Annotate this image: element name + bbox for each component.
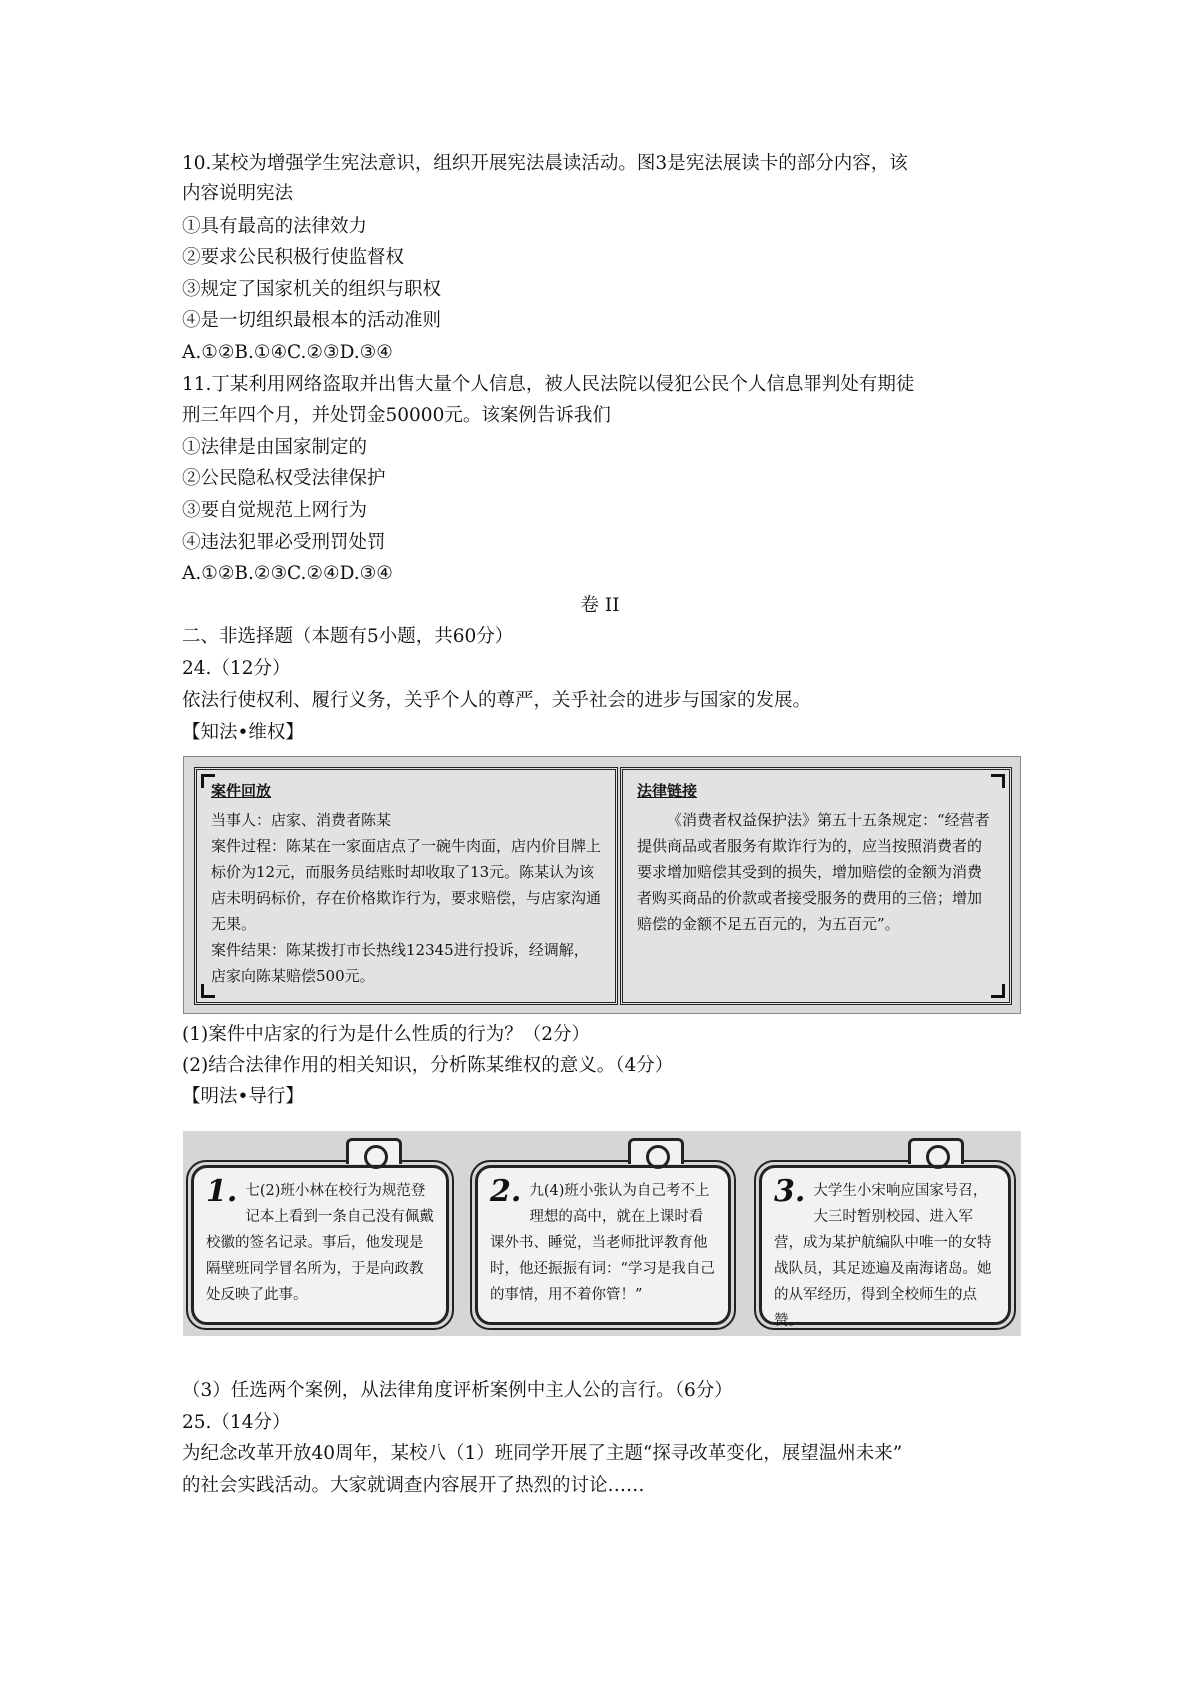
q25-intro-line-2: 的社会实践活动。大家就调查内容展开了热烈的讨论……	[182, 1475, 645, 1496]
corner-ornament	[991, 774, 1005, 788]
case-card-3	[759, 1165, 1011, 1329]
q24-sub-question-2: (2)结合法律作用的相关知识，分析陈某维权的意义。（4分）	[182, 1055, 674, 1076]
corner-ornament	[991, 984, 1005, 998]
case-party: 当事人：店家、消费者陈某	[211, 811, 392, 829]
case-card-text: 七(2)班小林在校行为规范登记本上看到一条自己没有佩戴校徽的签名记录。事后，他发现是隔壁班同学冒名所为，于是向政教处反映了此事。	[206, 1183, 434, 1303]
camera-icon	[628, 1138, 684, 1164]
q10-stem-line-2: 内容说明宪法	[182, 183, 294, 204]
q24-header: 24.（12分）	[182, 658, 291, 679]
q11-option-2: ②公民隐私权受法律保护	[182, 468, 386, 489]
case-card-2	[475, 1165, 731, 1325]
case-card-text: 大学生小宋响应国家号召，大三时暂别校园、进入军营，成为某护航编队中唯一的女特战队员，其足迹遍及南海诸岛。她的从军经历，得到全校师生的点赞。	[774, 1183, 992, 1329]
law-text: 《消费者权益保护法》第五十五条规定：“经营者提供商品或者服务有欺诈行为的，应当按照消费者的要求增加赔偿其受到的损失，增加赔偿的金额为消费者购买商品的价款或者接受服务的费用的三倍；增加赔偿的金额不足五百元的，为五百元”。	[637, 811, 990, 933]
case-panel	[194, 767, 618, 1005]
case-card-1	[191, 1165, 449, 1325]
q24-intro: 依法行使权利、履行义务，关乎个人的尊严，关乎社会的进步与国家的发展。	[182, 690, 812, 711]
case-result: 案件结果：陈某拨打市长热线12345进行投诉，经调解，店家向陈某赔偿500元。	[211, 941, 589, 985]
q11-option-4: ④违法犯罪必受刑罚处罚	[182, 532, 386, 553]
case-figure	[183, 756, 1021, 1014]
q24-sub-question-1: (1)案件中店家的行为是什么性质的行为？（2分）	[182, 1024, 590, 1045]
q10-option-2: ②要求公民积极行使监督权	[182, 247, 405, 268]
camera-icon	[346, 1138, 402, 1164]
law-panel	[620, 767, 1012, 1005]
corner-ornament	[201, 774, 215, 788]
case-card-number: 1.	[206, 1174, 238, 1209]
case-panel-title: 案件回放	[211, 782, 272, 800]
q24-section-know-law: 【知法•维权】	[182, 722, 304, 743]
camera-cases-figure	[183, 1131, 1021, 1336]
q11-stem-line-1: 11.丁某利用网络盗取并出售大量个人信息，被人民法院以侵犯公民个人信息罪判处有期徒	[182, 374, 915, 395]
case-process: 案件过程：陈某在一家面店点了一碗牛肉面，店内价目牌上标价为12元，而服务员结账时却收取了13元。陈某认为该店未明码标价，存在价格欺诈行为，要求赔偿，与店家沟通无果。	[211, 837, 602, 933]
section-heading: 二、非选择题（本题有5小题，共60分）	[182, 626, 514, 647]
case-card-number: 2.	[490, 1174, 522, 1209]
q24-section-understand-law: 【明法•导行】	[182, 1086, 304, 1107]
corner-ornament	[201, 984, 215, 998]
q11-option-3: ③要自觉规范上网行为	[182, 500, 368, 521]
volume-title: 卷 II	[580, 595, 620, 616]
camera-icon	[908, 1138, 964, 1164]
case-card-number: 3.	[774, 1174, 806, 1209]
q10-option-4: ④是一切组织最根本的活动准则	[182, 310, 442, 331]
q24-sub-question-3: （3）任选两个案例，从法律角度评析案例中主人公的言行。（6分）	[182, 1380, 733, 1401]
q10-option-1: ①具有最高的法律效力	[182, 216, 368, 237]
q25-header: 25.（14分）	[182, 1412, 291, 1433]
q11-option-1: ①法律是由国家制定的	[182, 437, 368, 458]
case-card-text: 九(4)班小张认为自己考不上理想的高中，就在上课时看课外书、睡觉，当老师批评教育他时，他还振振有词：“学习是我自己的事情，用不着你管！”	[490, 1183, 715, 1303]
q11-choices: A.①②B.②③C.②④D.③④	[182, 563, 393, 584]
law-panel-title: 法律链接	[637, 782, 698, 800]
q11-stem-line-2: 刑三年四个月，并处罚金50000元。该案例告诉我们	[182, 405, 611, 426]
q25-intro-line-1: 为纪念改革开放40周年，某校八（1）班同学开展了主题“探寻改革变化，展望温州未来”	[182, 1443, 903, 1464]
q10-choices: A.①②B.①④C.②③D.③④	[182, 342, 393, 363]
q10-stem-line-1: 10.某校为增强学生宪法意识，组织开展宪法晨读活动。图3是宪法展读卡的部分内容，该	[182, 153, 908, 174]
q10-option-3: ③规定了国家机关的组织与职权	[182, 279, 442, 300]
